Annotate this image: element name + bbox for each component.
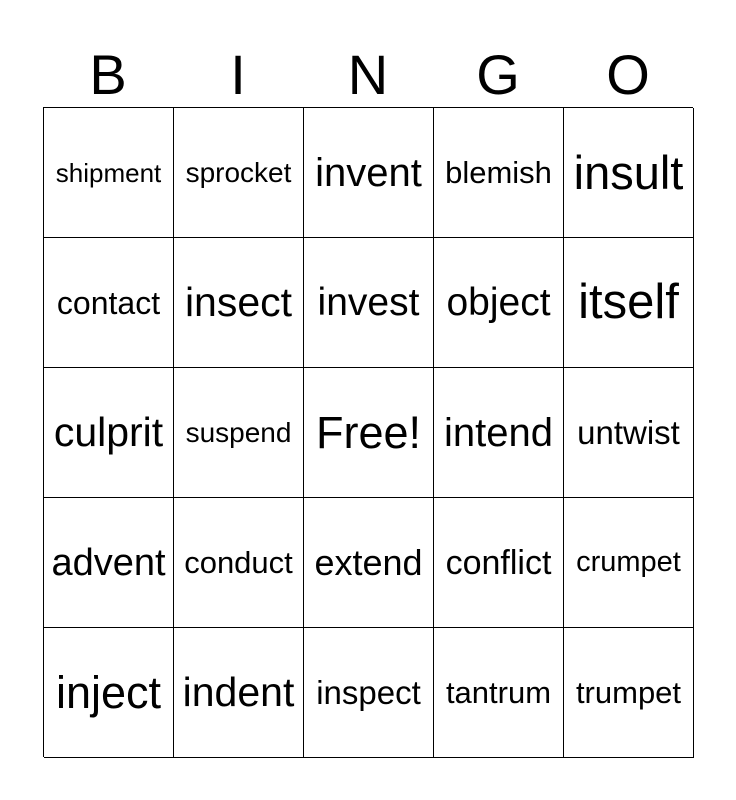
bingo-cell: [564, 108, 694, 238]
cell-word: invent: [315, 150, 422, 195]
cell-word: shipment: [55, 157, 162, 188]
cell-word: tantrum: [445, 675, 552, 710]
cell-word: trumpet: [575, 675, 682, 710]
bingo-cell: [174, 498, 304, 628]
bingo-cell: [564, 628, 694, 758]
bingo-cell: [564, 368, 694, 498]
cell-word: untwist: [577, 414, 680, 451]
bingo-cell: [564, 498, 694, 628]
cell-word: advent: [51, 541, 166, 584]
bingo-cell: [304, 498, 434, 628]
header-letter-i: I: [230, 43, 246, 106]
cell-word: inspect: [316, 674, 421, 711]
bingo-cell: [44, 498, 174, 628]
cell-word: culprit: [53, 409, 164, 455]
header-letter-n: N: [347, 43, 389, 106]
header-letter-o: O: [606, 43, 650, 106]
cell-word: sprocket: [185, 156, 292, 188]
cell-word: object: [446, 281, 551, 324]
bingo-cell: [304, 108, 434, 238]
cell-word: suspend: [185, 416, 292, 448]
bingo-cell: [434, 628, 564, 758]
bingo-cell: [174, 368, 304, 498]
bingo-cell: [174, 628, 304, 758]
header-letter-g: G: [476, 43, 520, 106]
bingo-cell: [434, 238, 564, 368]
bingo-cell: [434, 108, 564, 238]
bingo-cell: [434, 498, 564, 628]
bingo-cell: [434, 368, 564, 498]
cell-word: insult: [573, 146, 684, 199]
cell-word: conduct: [184, 545, 293, 580]
bingo-cell: [304, 628, 434, 758]
cell-word: crumpet: [576, 546, 681, 578]
cell-word: Free!: [315, 407, 422, 458]
bingo-cell: [174, 238, 304, 368]
cell-word: contact: [56, 284, 161, 321]
bingo-card-grid: [43, 107, 693, 757]
cell-word: conflict: [445, 543, 552, 582]
bingo-cell: [44, 628, 174, 758]
bingo-cell: [174, 108, 304, 238]
bingo-cell: [564, 238, 694, 368]
header-letter-b: B: [89, 43, 127, 106]
bingo-cell: [44, 368, 174, 498]
bingo-header: [43, 42, 693, 108]
cell-word: invest: [317, 281, 420, 324]
cell-word: intend: [444, 410, 553, 455]
bingo-cell: [304, 238, 434, 368]
cell-word: extend: [314, 541, 423, 583]
cell-word: indent: [182, 669, 295, 715]
cell-word: itself: [578, 275, 679, 329]
bingo-cell: [44, 108, 174, 238]
bingo-cell: [44, 238, 174, 368]
cell-word: blemish: [445, 155, 552, 190]
free-space: [304, 368, 434, 498]
cell-word: inject: [55, 667, 162, 718]
cell-word: insect: [184, 279, 293, 325]
